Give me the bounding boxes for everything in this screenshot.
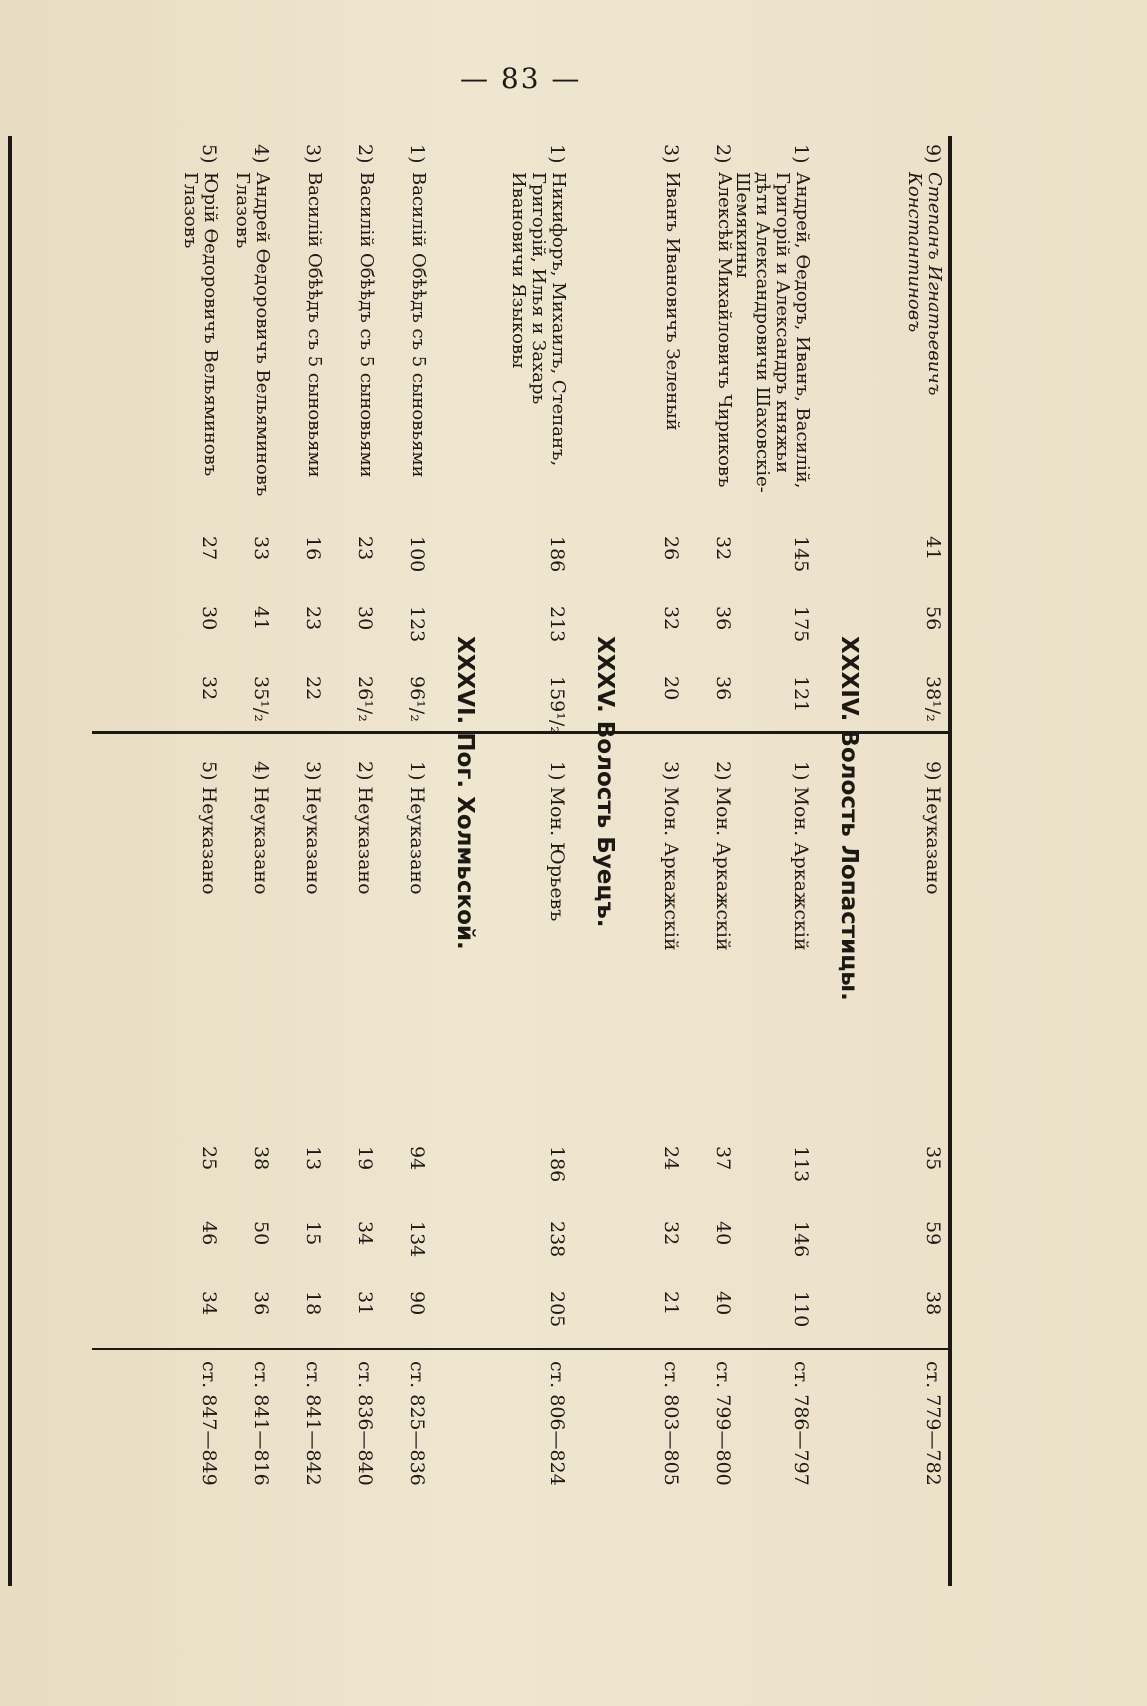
value-6: 36 — [250, 1291, 272, 1316]
table-bottom-rule — [8, 136, 12, 1586]
value-2: 30 — [354, 606, 376, 631]
row-number: 1) — [790, 144, 812, 164]
value-6: 34 — [198, 1291, 220, 1316]
reference: ст. 836—840 — [354, 1361, 376, 1486]
row-name: Василій Обѣѣдъ съ 5 сыновьями — [408, 172, 429, 478]
reference: ст. 841—842 — [302, 1361, 324, 1486]
value-5: 15 — [302, 1221, 324, 1246]
row-number: 2) — [354, 144, 376, 164]
row-name: Алексѣй Михайловичъ Чириковъ — [714, 172, 735, 488]
value-4: 186 — [546, 1146, 568, 1183]
value-3: 26¹/₂ — [354, 676, 376, 722]
value-6: 18 — [302, 1291, 324, 1316]
row-name: Василій Обѣѣдъ съ 5 сыновьями — [304, 172, 325, 478]
row-number: 3) — [302, 144, 324, 164]
value-4: 38 — [250, 1146, 272, 1171]
rotated-table — [2, 136, 952, 1586]
reference: ст. 847—849 — [198, 1361, 220, 1486]
monastery: 4) Неуказано — [250, 761, 272, 895]
monastery: 1) Неуказано — [406, 761, 428, 895]
value-1: 145 — [790, 536, 812, 573]
row-name: Никифоръ, Михаилъ, Степанъ, Григорій, Илья и Захарь Ивановичи Языковы — [508, 172, 569, 467]
value-5: 46 — [198, 1221, 220, 1246]
row-name: Андрей Өедоровичъ Вельяминовъ Глазовъ — [232, 172, 273, 497]
reference: ст. 841—816 — [250, 1361, 272, 1486]
row-number: 4) — [250, 144, 272, 164]
value-4: 19 — [354, 1146, 376, 1171]
row-number: 9) — [922, 144, 944, 164]
value-2: 23 — [302, 606, 324, 631]
row-name: Степанъ Игнатьевичъ Константиновъ — [904, 172, 945, 396]
value-5: 34 — [354, 1221, 376, 1246]
value-6: 90 — [406, 1291, 428, 1316]
value-6: 110 — [790, 1291, 812, 1328]
value-1: 26 — [660, 536, 682, 561]
value-1: 41 — [922, 536, 944, 561]
value-1: 32 — [712, 536, 734, 561]
monastery: 2) Неуказано — [354, 761, 376, 895]
value-3: 121 — [790, 676, 812, 713]
monastery: 9) Неуказано — [922, 761, 944, 895]
value-4: 37 — [712, 1146, 734, 1171]
section-title: XXXIV. Волость Лопастицы. — [836, 636, 862, 1001]
reference: ст. 806—824 — [546, 1361, 568, 1486]
row-number: 2) — [712, 144, 734, 164]
value-4: 35 — [922, 1146, 944, 1171]
value-3: 36 — [712, 676, 734, 701]
row-number: 1) — [546, 144, 568, 164]
value-4: 13 — [302, 1146, 324, 1171]
value-6: 38 — [922, 1291, 944, 1316]
value-1: 16 — [302, 536, 324, 561]
value-6: 31 — [354, 1291, 376, 1316]
value-1: 186 — [546, 536, 568, 573]
monastery: 2) Мон. Аркажскій — [712, 761, 734, 951]
value-2: 30 — [198, 606, 220, 631]
value-2: 36 — [712, 606, 734, 631]
monastery: 3) Мон. Аркажскій — [660, 761, 682, 951]
value-1: 100 — [406, 536, 428, 573]
value-5: 32 — [660, 1221, 682, 1246]
value-3: 38¹/₂ — [922, 676, 944, 722]
value-3: 35¹/₂ — [250, 676, 272, 722]
value-5: 134 — [406, 1221, 428, 1258]
row-name: Василій Обѣѣдъ съ 5 сыновьями — [356, 172, 377, 478]
value-3: 32 — [198, 676, 220, 701]
value-3: 20 — [660, 676, 682, 701]
section-title: XXXVI. Пог. Холмьской. — [452, 636, 478, 950]
value-2: 32 — [660, 606, 682, 631]
value-5: 50 — [250, 1221, 272, 1246]
row-name: Иванъ Ивановичъ Зеленый — [662, 172, 683, 431]
reference: ст. 786—797 — [790, 1361, 812, 1486]
column-divider — [92, 731, 952, 734]
value-2: 213 — [546, 606, 568, 643]
row-number: 1) — [406, 144, 428, 164]
value-5: 40 — [712, 1221, 734, 1246]
value-6: 205 — [546, 1291, 568, 1328]
value-1: 23 — [354, 536, 376, 561]
row-number: 5) — [198, 144, 220, 164]
section-title: XXXV. Волость Буецъ. — [592, 636, 618, 928]
value-2: 175 — [790, 606, 812, 643]
value-4: 94 — [406, 1146, 428, 1171]
monastery: 1) Мон. Юрьевъ — [546, 761, 568, 922]
reference: ст. 803—805 — [660, 1361, 682, 1486]
monastery: 5) Неуказано — [198, 761, 220, 895]
value-3: 22 — [302, 676, 324, 701]
monastery: 3) Неуказано — [302, 761, 324, 895]
value-2: 123 — [406, 606, 428, 643]
row-name: Андрей, Өедоръ, Иванъ, Василій, Григорій и Александръ княжьи дѣти Александровичи Шаховскіе-Шемякины — [732, 172, 813, 493]
value-5: 146 — [790, 1221, 812, 1258]
value-1: 27 — [198, 536, 220, 561]
reference: ст. 825—836 — [406, 1361, 428, 1486]
monastery: 1) Мон. Аркажскій — [790, 761, 812, 951]
value-1: 33 — [250, 536, 272, 561]
value-4: 113 — [790, 1146, 812, 1183]
table-top-rule — [948, 136, 952, 1586]
value-5: 238 — [546, 1221, 568, 1258]
ref-divider — [92, 1348, 952, 1350]
reference: ст. 799—800 — [712, 1361, 734, 1486]
value-6: 21 — [660, 1291, 682, 1316]
value-4: 24 — [660, 1146, 682, 1171]
page-number: — 83 — — [460, 62, 582, 95]
value-2: 41 — [250, 606, 272, 631]
row-number: 3) — [660, 144, 682, 164]
value-5: 59 — [922, 1221, 944, 1246]
value-4: 25 — [198, 1146, 220, 1171]
value-6: 40 — [712, 1291, 734, 1316]
value-3: 159¹/₂ — [546, 676, 568, 734]
value-2: 56 — [922, 606, 944, 631]
value-3: 96¹/₂ — [406, 676, 428, 722]
row-name: Юрій Өедоровичъ Вельяминовъ Глазовъ — [180, 172, 221, 477]
reference: ст. 779—782 — [922, 1361, 944, 1486]
